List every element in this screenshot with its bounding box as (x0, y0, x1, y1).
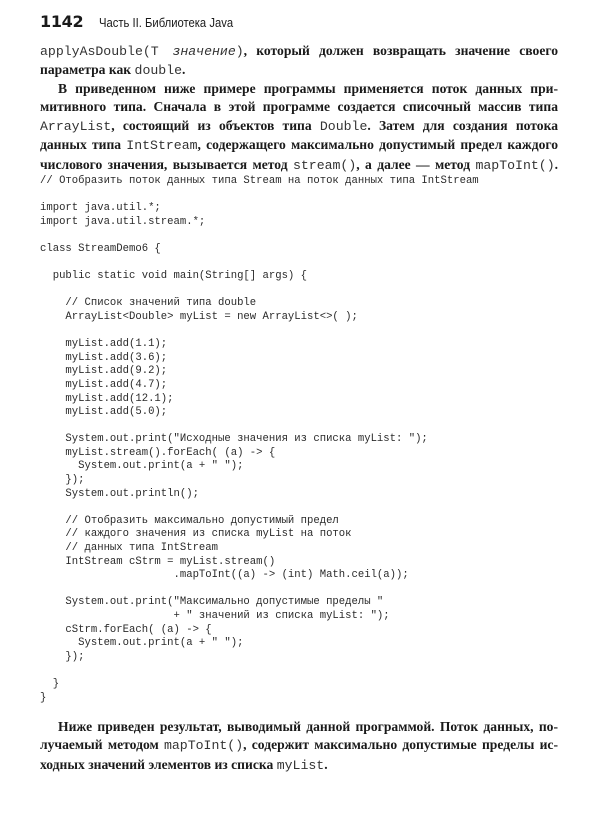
code-line: myList.add(3.6); (40, 351, 168, 364)
code-line: import java.util.*; (40, 202, 161, 215)
code-line: System.out.println(); (40, 487, 199, 500)
code-line: cStrm.forEach( (a) -> { (40, 623, 212, 636)
code-line: + " значений из списка myList: "); (40, 610, 390, 622)
page-number: 1142 (40, 12, 84, 31)
inline-code: mapToInt() (163, 738, 244, 754)
code-line: myList.add(12.1); (40, 392, 174, 405)
code-listing (40, 175, 479, 705)
code-line: myList.add(1.1); (40, 338, 168, 351)
inline-code: ArrayList (40, 118, 112, 134)
code-line: myList.add(9.2); (40, 365, 168, 378)
code-line: myList.add(4.7); (40, 378, 168, 391)
page-header (40, 12, 248, 36)
paragraph-1: В приведенном ниже примере программы применяется поток данных при- митивного типа. Сначала в этой программе создается списочный массив типа ArrayList, состоящий из объектов типа Double. Затем для создания потока данных типа IntStream, содержащего максимально допустимый предел каждого числового значения, вызывается метод stream(), а далее — метод mapToInt(). (40, 81, 559, 173)
inline-code: myList (276, 757, 325, 773)
code-line: IntStream cStrm = myList.stream() (40, 555, 276, 568)
code-line: // Список значений типа double (40, 297, 257, 310)
intro-paragraph: applyAsDouble(T значение), который должен возвращать значение своего параметра как double. (40, 43, 559, 79)
code-line: class StreamDemo6 { (40, 242, 161, 255)
code-line: import java.util.stream.*; (40, 215, 206, 228)
code-line: // Отобразить максимально допустимый предел (40, 514, 339, 527)
inline-code: mapToInt() (475, 157, 555, 173)
inline-code: IntStream (126, 138, 198, 154)
running-title: Часть II. Библиотека Java (99, 16, 234, 30)
code-line: System.out.print("Максимально допустимые пределы " (40, 596, 384, 609)
inline-code-italic: значение (172, 44, 236, 59)
code-line: }); (40, 650, 85, 663)
code-line: } (40, 677, 60, 690)
code-line: System.out.print(a + " "); (40, 637, 244, 650)
code-line: } (40, 691, 47, 704)
code-line: // данных типа IntStream (40, 542, 219, 555)
code-line: myList.add(5.0); (40, 406, 168, 419)
code-line: // Отобразить поток данных типа Stream на поток данных типа IntStream (40, 175, 479, 187)
code-line: .mapToInt((a) -> (int) Math.ceil(a)); (40, 569, 409, 582)
inline-code: stream() (292, 157, 357, 173)
code-line: }); (40, 474, 85, 487)
code-line: System.out.print("Исходные значения из списка myList: "); (40, 433, 428, 446)
inline-code: double (134, 63, 183, 79)
inline-code: Double (319, 118, 368, 134)
inline-code: applyAsDouble(T (40, 44, 173, 59)
code-line: myList.stream().forEach( (a) -> { (40, 446, 276, 459)
code-line: public static void main(String[] args) { (40, 270, 308, 283)
paragraph-2: Ниже приведен результат, выводимый данной программой. Поток данных, по- лучаемый методом mapToInt(), содержит максимально допустимые пределы ис- ходных значений элементов из списка myList. (40, 719, 558, 773)
code-line: // каждого значения из списка myList на поток (40, 528, 352, 541)
code-line: ArrayList<Double> myList = new ArrayList<>( ); (40, 310, 358, 323)
code-line: System.out.print(a + " "); (40, 460, 244, 473)
